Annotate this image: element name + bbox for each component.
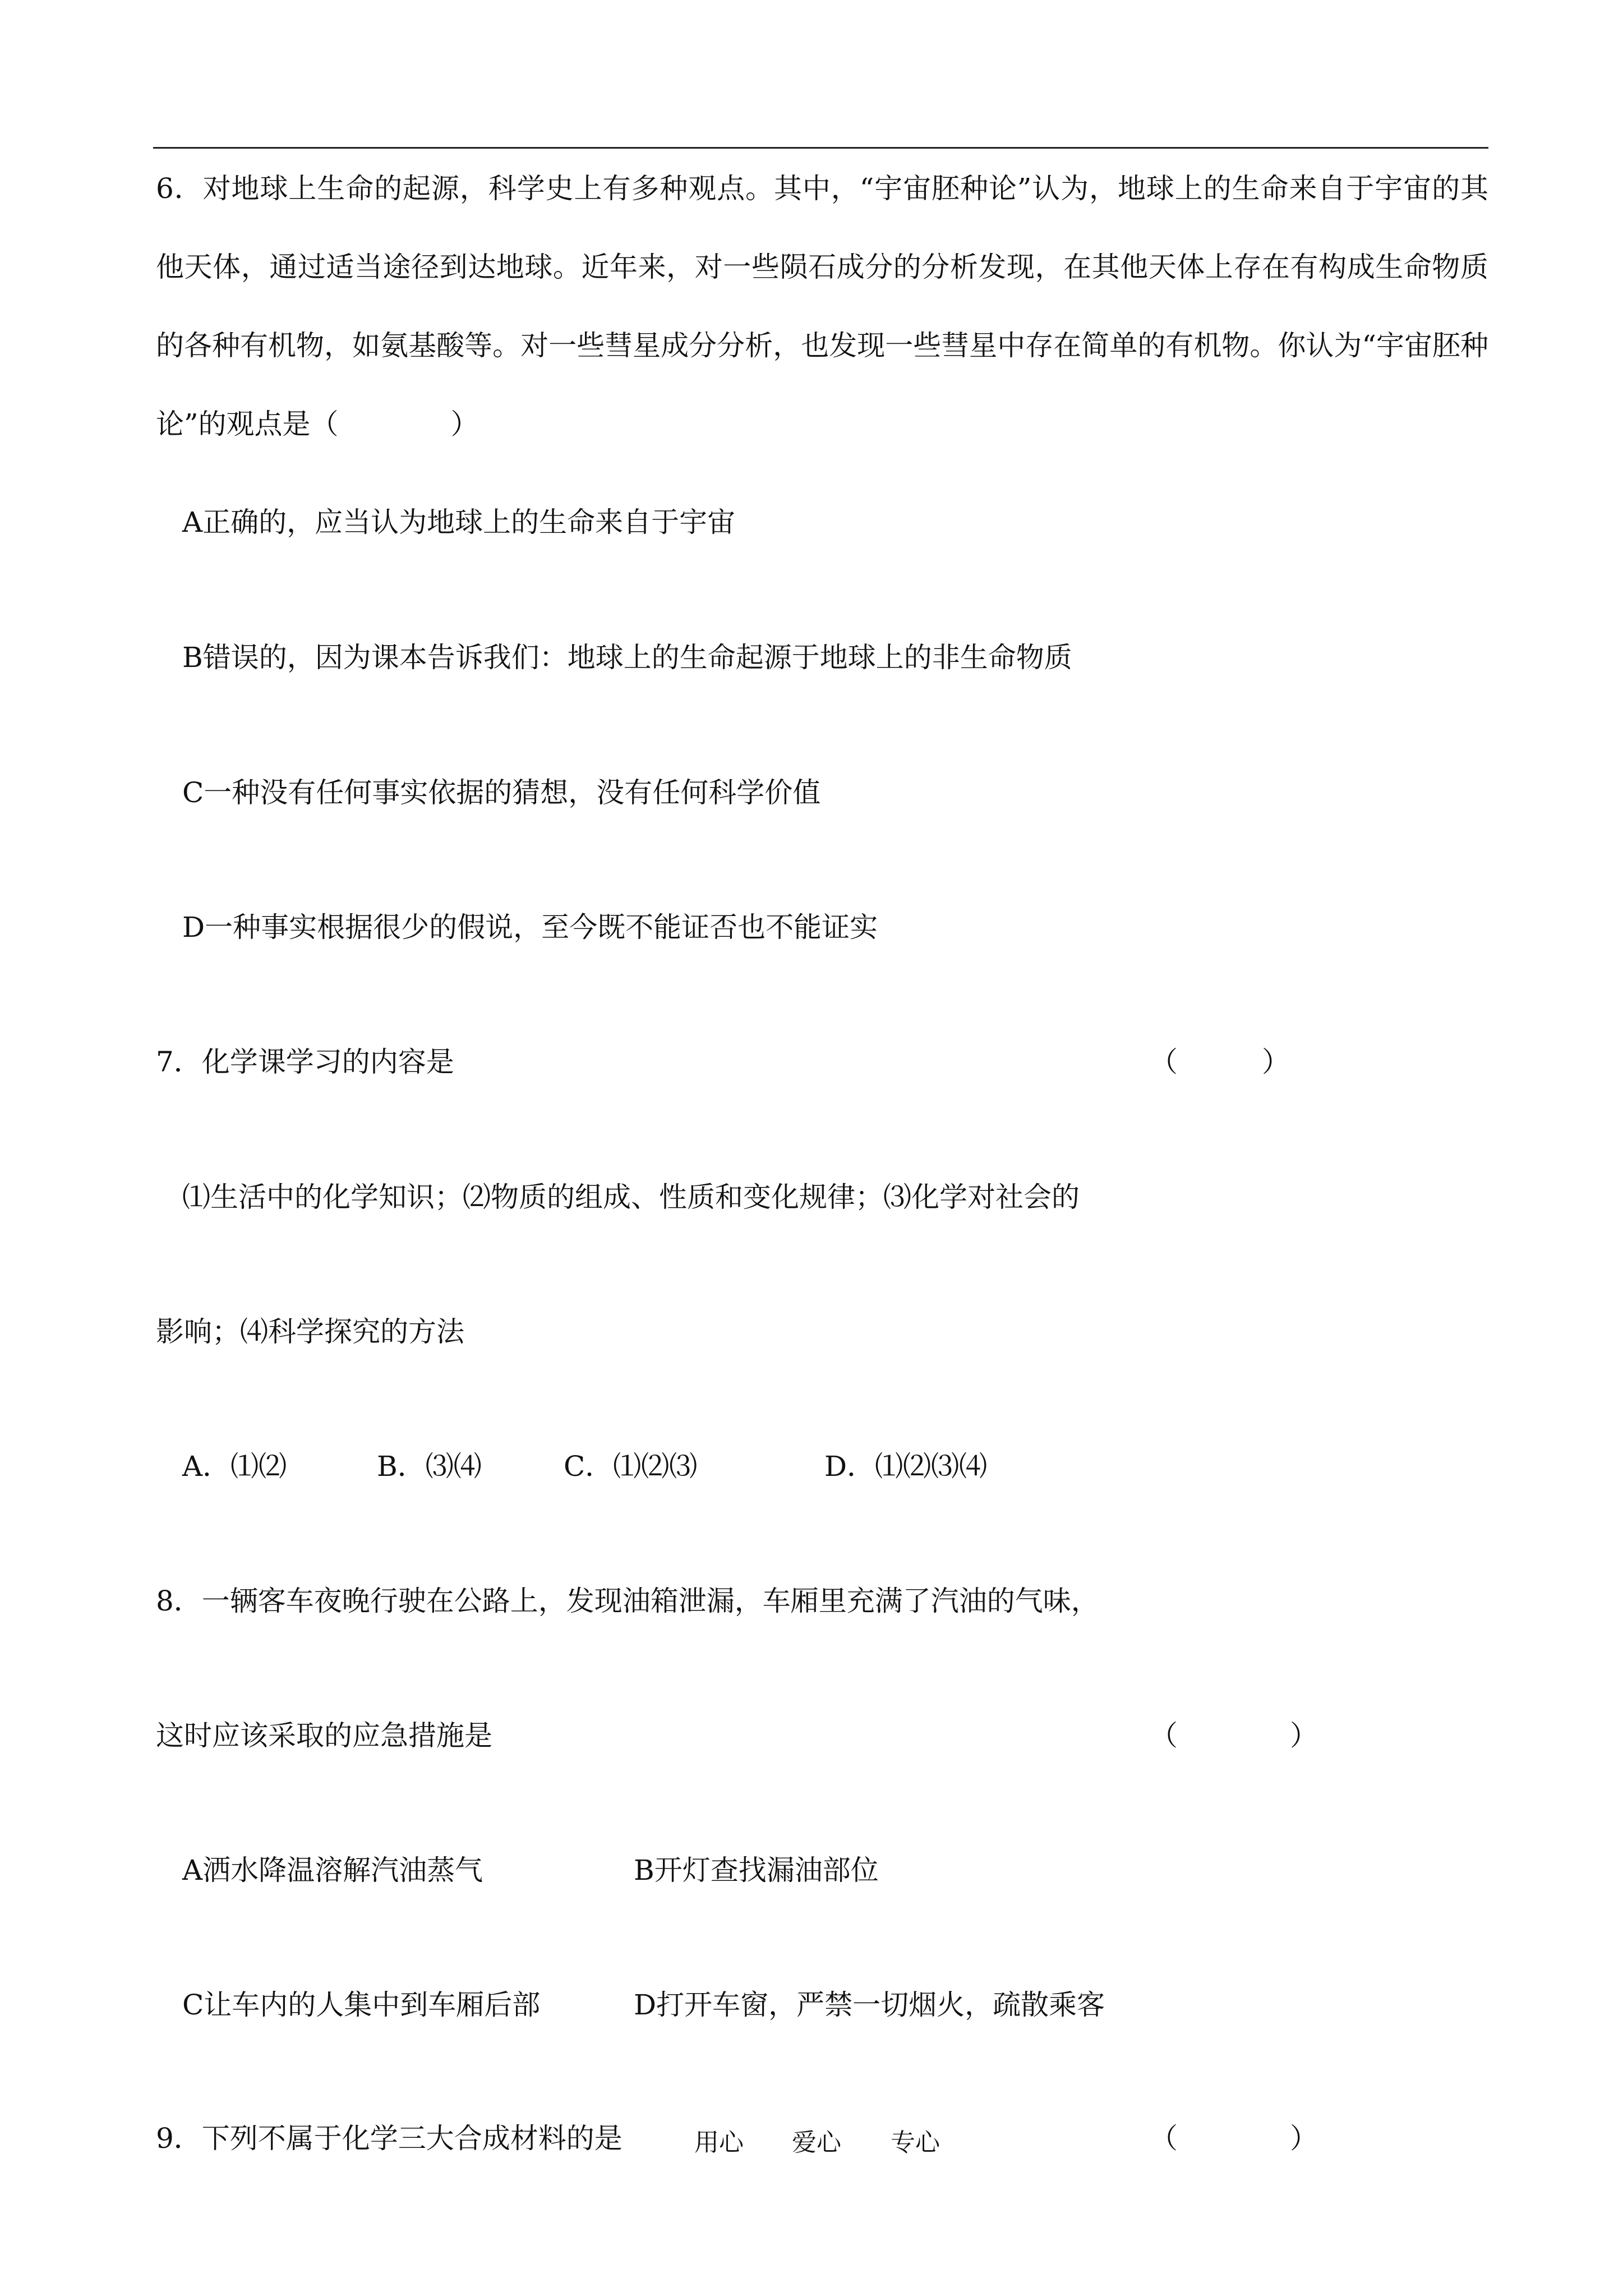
footer-text-2: 爱心 [792,2128,841,2157]
question-8-stem-line-1: 8．一辆客车夜晚行驶在公路上，发现油箱泄漏，车厢里充满了汽油的气味， [156,1585,1099,1617]
question-8-option-b: B开灯查找漏油部位 [634,1854,879,1887]
question-7-item-line-2: 影响；⑷科学探究的方法 [156,1315,464,1348]
question-6-option-b: B错误的，因为课本告诉我们：地球上的生命起源于地球上的非生命物质 [182,641,1072,674]
question-7-answer-bracket: （ ） [1150,1046,1290,1078]
question-7-option-b: B．⑶⑷ [377,1450,482,1483]
question-7-option-c: C．⑴⑵⑶ [564,1450,698,1483]
footer-text-3: 专心 [891,2128,940,2157]
question-8-stem-line-2: 这时应该采取的应急措施是 [156,1719,492,1752]
question-8-option-d: D打开车窗，严禁一切烟火，疏散乘客 [634,1989,1105,2021]
question-8-option-a: A洒水降温溶解汽油蒸气 [182,1854,483,1887]
question-9-stem: 9．下列不属于化学三大合成材料的是 [156,2122,623,2155]
header-rule [153,147,1488,149]
question-6-option-a: A正确的，应当认为地球上的生命来自于宇宙 [182,506,736,539]
question-8-option-c: C让车内的人集中到车厢后部 [182,1989,541,2021]
footer-text-1: 用心 [694,2128,744,2157]
question-8-answer-bracket: （ ） [1150,1719,1318,1752]
question-6-option-c: C一种没有任何事实依据的猜想，没有任何科学价值 [182,776,821,809]
question-7-stem: 7．化学课学习的内容是 [156,1046,454,1078]
question-9-answer-bracket: （ ） [1150,2122,1318,2155]
question-7-option-a: A．⑴⑵ [182,1450,287,1483]
question-6-text: 6．对地球上生命的起源，科学史上有多种观点。其中，“宇宙胚种论”认为，地球上的生命来自于宇宙的其他天体，通过适当途径到达地球。近年来，对一些陨石成分的分析发现，在其他天体上存在有构成生命物质的各种有机物，如氨基酸等。对一些彗星成分分析，也发现一些彗星中存在简单的有机物。你认为“宇宙胚种论”的观点是（ ） [156,172,1488,440]
question-6-option-d: D一种事实根据很少的假说，至今既不能证否也不能证实 [182,911,878,944]
question-7-item-line-1: ⑴生活中的化学知识；⑵物质的组成、性质和变化规律；⑶化学对社会的 [182,1181,1080,1213]
question-7-option-d: D．⑴⑵⑶⑷ [824,1450,988,1483]
